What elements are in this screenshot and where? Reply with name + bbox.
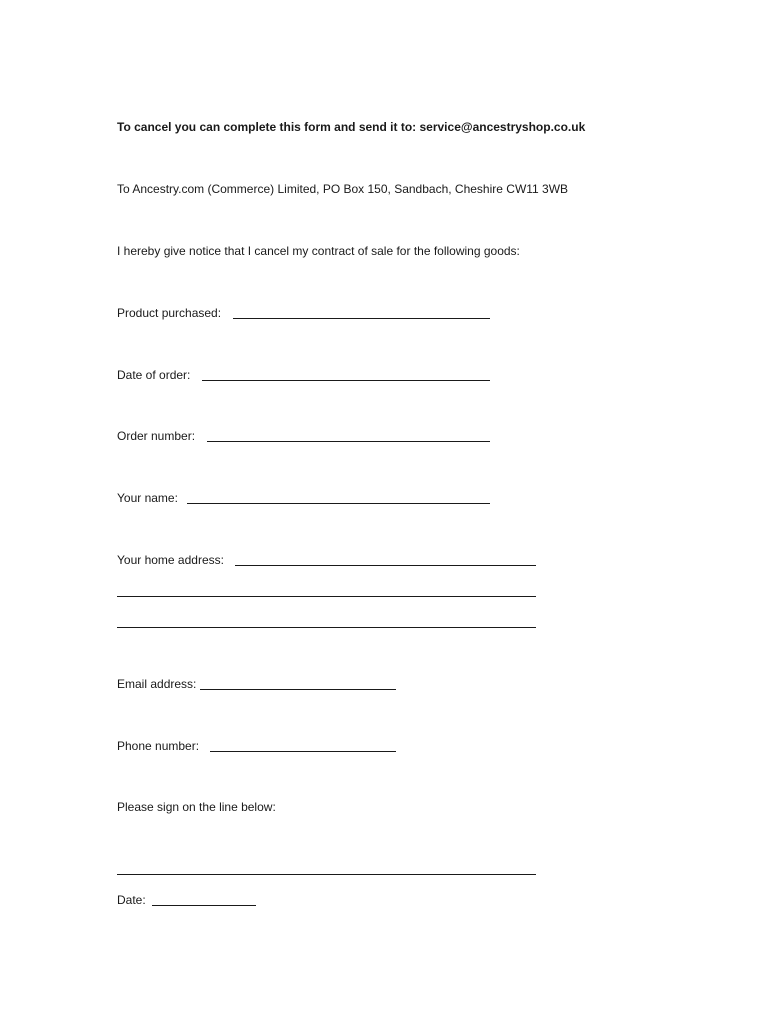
home-address-line-3[interactable]	[117, 627, 536, 628]
recipient-address: To Ancestry.com (Commerce) Limited, PO Box 150, Sandbach, Cheshire CW11 3WB	[117, 182, 569, 196]
cancellation-notice: I hereby give notice that I cancel my contract of sale for the following goods:	[117, 244, 520, 258]
date-field	[117, 893, 256, 907]
date-of-order-line[interactable]	[202, 368, 490, 381]
email-address-label: Email address:	[117, 677, 197, 691]
signature-line[interactable]	[117, 874, 536, 875]
order-number-line[interactable]	[207, 429, 490, 442]
order-number-field	[117, 429, 490, 443]
sign-instruction: Please sign on the line below:	[117, 800, 276, 814]
your-name-line[interactable]	[187, 491, 490, 504]
date-label: Date:	[117, 893, 146, 907]
date-of-order-field	[117, 368, 490, 382]
home-address-label: Your home address:	[117, 553, 224, 567]
home-address-field	[117, 553, 536, 567]
date-of-order-label: Date of order:	[117, 368, 191, 382]
date-line[interactable]	[152, 893, 256, 906]
product-purchased-field	[117, 306, 490, 320]
your-name-label: Your name:	[117, 491, 178, 505]
phone-number-field	[117, 739, 396, 753]
home-address-line-2[interactable]	[117, 596, 536, 597]
your-name-field	[117, 491, 490, 505]
phone-number-line[interactable]	[210, 739, 396, 752]
home-address-line-1[interactable]	[235, 553, 536, 566]
email-address-field	[117, 677, 396, 691]
phone-number-label: Phone number:	[117, 739, 200, 753]
order-number-label: Order number:	[117, 429, 196, 443]
product-purchased-line[interactable]	[233, 306, 490, 319]
email-address-line[interactable]	[200, 677, 396, 690]
product-purchased-label: Product purchased:	[117, 306, 222, 320]
form-heading: To cancel you can complete this form and send it to: service@ancestryshop.co.uk	[117, 120, 586, 134]
